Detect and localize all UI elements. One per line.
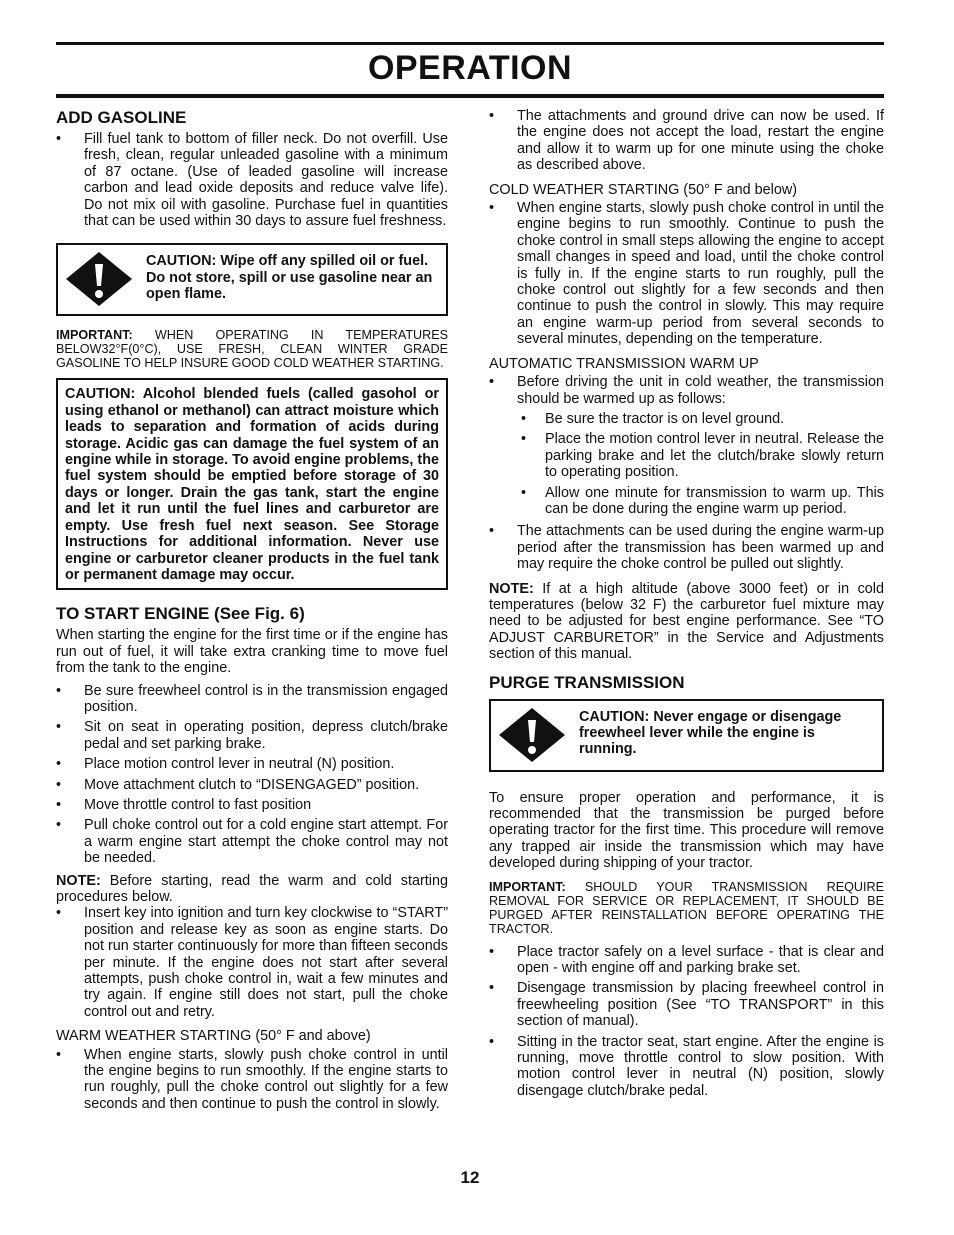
attachments-list xyxy=(489,108,884,174)
caution-text-freewheel: CAUTION: Never engage or disengage freewheel lever while the engine is running. xyxy=(579,708,842,758)
list-item: • Place motion control lever in neutral (N) position. xyxy=(56,756,448,772)
title-underline-rule xyxy=(56,94,884,98)
caution-text-spill: CAUTION: Wipe off any spilled oil or fuel. Do not store, spill or use gasoline near an open flame. xyxy=(146,253,433,303)
attachments-warmup-list xyxy=(489,523,884,572)
cold-weather-heading: COLD WEATHER STARTING (50° F and below) xyxy=(489,181,798,198)
list-item: • When engine starts, slowly push choke control in until the engine begins to run smoothly. Continue to push the choke control in small steps allowing the engine to accept small changes in speed and load, until the choke control is fully in. If the engine starts to run roughly, pull the choke control out slightly for a few seconds and then continue to push the control in slowly. This may require an engine warm-up period from several seconds to several minutes, depending on the temperature. xyxy=(489,200,884,348)
important-label: IMPORTANT: xyxy=(489,879,566,894)
list-item: • The attachments can be used during the engine warm-up period after the transmission has been warmed up and may require the choke control be pulled out slightly. xyxy=(489,523,884,572)
list-item: • Be sure the tractor is on level ground. xyxy=(489,411,884,427)
start-engine-note xyxy=(56,873,448,906)
list-item: • Place the motion control lever in neutral. Release the parking brake and let the clutch/brake slowly return to operating position. xyxy=(489,431,884,480)
add-gasoline-list xyxy=(56,131,448,229)
list-item: • Move attachment clutch to “DISENGAGED” position. xyxy=(56,777,448,793)
purge-intro: To ensure proper operation and performance, it is recommended that the transmission be purged before operating tractor for the first time. This procedure will remove any trapped air inside the transmission which may have developed during shipping of your tractor. xyxy=(489,789,884,872)
start-engine-intro: When starting the engine for the first time or if the engine has run out of fuel, it will take extra cranking time to move fuel from the tank to the engine. xyxy=(56,627,448,677)
list-item: • Be sure freewheel control is in the transmission engaged position. xyxy=(56,683,448,716)
important-note-winter xyxy=(56,328,448,370)
auto-transmission-sublist xyxy=(489,411,884,517)
note-text: If at a high altitude (above 3000 feet) or in cold temperatures (below 32 F) the carburetor fuel mixture may need to be adjusted for best engine performance. See “TO ADJUST CARBURETOR” in the Service and Adjustments section of this manual. xyxy=(489,580,884,663)
list-item: • Sit on seat in operating position, depress clutch/brake pedal and set parking brake. xyxy=(56,719,448,752)
top-rule xyxy=(56,42,884,45)
altitude-note xyxy=(489,581,884,663)
list-item: • Fill fuel tank to bottom of filler neck. Do not overfill. Use fresh, clean, regular unleaded gasoline with a minimum of 87 octane. (Use of leaded gasoline will increase carbon and lead oxide deposits and reduce valve life). Do not mix oil with gasoline. Purchase fuel in quantities that can be used within 30 days to assure fuel freshness. xyxy=(56,131,448,229)
caution-box-spill xyxy=(56,243,448,316)
right-column xyxy=(489,108,884,1105)
purge-list xyxy=(489,944,884,1100)
page-number: 12 xyxy=(460,1168,480,1187)
note-text: Before starting, read the warm and cold starting procedures below. xyxy=(56,872,448,905)
start-engine-list xyxy=(56,683,448,867)
note-label: NOTE: xyxy=(56,872,101,889)
caution-box-alcohol: CAUTION: Alcohol blended fuels (called gasohol or using ethanol or methanol) can attract moisture which leads to separation and formation of acids during storage. Acidic gas can damage the fuel system of an engine while in storage. To avoid engine problems, the fuel system should be emptied before storage of 30 days or longer. Drain the gas tank, start the engine and let it run until the fuel lines and carburetor are empty. Use fresh fuel next season. See Storage Instructions for additional information. Never use engine or carburetor cleaner products in the fuel tank or permanent damage may occur. xyxy=(56,378,448,590)
auto-transmission-list xyxy=(489,374,884,407)
cold-weather-list xyxy=(489,200,884,348)
list-item: • Place tractor safely on a level surface - that is clear and open - with engine off and parking brake set. xyxy=(489,944,884,977)
important-label: IMPORTANT: xyxy=(56,328,133,343)
list-item: • Move throttle control to fast position xyxy=(56,797,448,813)
list-item: • Sitting in the tractor seat, start engine. After the engine is running, move throttle control to slow position. With motion control lever in neutral (N) position, slowly disengage clutch/brake pedal. xyxy=(489,1034,884,1100)
warm-weather-list xyxy=(56,1047,448,1113)
list-item: • Allow one minute for transmission to warm up. This can be done during the engine warm up period. xyxy=(489,485,884,518)
important-text: SHOULD YOUR TRANSMISSION REQUIRE REMOVAL FOR SERVICE OR REPLACEMENT, IT SHOULD BE PURGED AFTER REINSTALLATION BEFORE OPERATING THE TRACTOR. xyxy=(489,879,884,936)
add-gasoline-heading: ADD GASOLINE xyxy=(56,108,187,127)
list-item: • Pull choke control out for a cold engine start attempt. For a warm engine start attempt the choke control may not be needed. xyxy=(56,817,448,866)
page-title: OPERATION xyxy=(367,49,573,87)
warning-diamond-icon xyxy=(64,250,134,308)
auto-transmission-heading: AUTOMATIC TRANSMISSION WARM UP xyxy=(489,355,759,372)
caution-box-freewheel xyxy=(489,699,884,772)
purge-transmission-heading: PURGE TRANSMISSION xyxy=(489,672,685,692)
list-item: • Before driving the unit in cold weather, the transmission should be warmed up as follows: xyxy=(489,374,884,407)
list-item: • Disengage transmission by placing freewheel control in freewheeling position (See “TO TRANSPORT” in this section of manual). xyxy=(489,980,884,1029)
list-item: • When engine starts, slowly push choke control in until the engine begins to run smoothly. If the engine starts to run roughly, pull the choke control out slightly for a few seconds and then continue to push the control in slowly. xyxy=(56,1047,448,1113)
list-item: • Insert key into ignition and turn key clockwise to “START” position and release key as soon as engine starts. Do not run starter continuously for more than fifteen seconds per minute. If the engine does not start after several attempts, push choke control in, wait a few minutes and try again. If engine still does not start, pull the choke control out and retry. xyxy=(56,905,448,1020)
start-engine-heading: TO START ENGINE (See Fig. 6) xyxy=(56,604,305,624)
note-label: NOTE: xyxy=(489,580,534,597)
important-text: WHEN OPERATING IN TEMPERATURES BELOW32°F(0°C), USE FRESH, CLEAN WINTER GRADE GASOLINE TO HELP INSURE GOOD COLD WEATHER STARTING. xyxy=(56,328,448,371)
important-note-purge xyxy=(489,880,884,936)
warning-diamond-icon xyxy=(497,706,567,764)
warm-weather-heading: WARM WEATHER STARTING (50° F and above) xyxy=(56,1028,371,1045)
list-item: • The attachments and ground drive can now be used. If the engine does not accept the load, restart the engine and allow it to warm up for one minute using the choke as described above. xyxy=(489,108,884,174)
left-column xyxy=(56,108,448,1118)
key-list xyxy=(56,905,448,1020)
